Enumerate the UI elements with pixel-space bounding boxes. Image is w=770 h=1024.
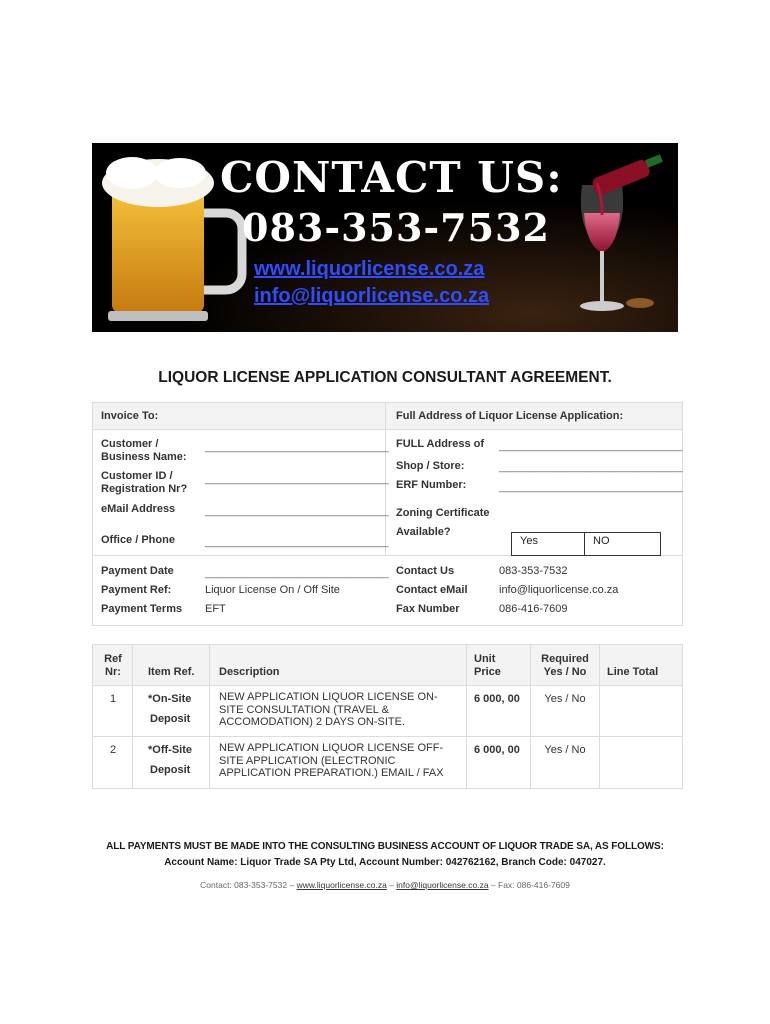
column-divider [466,645,467,788]
row-1-description: NEW APPLICATION LIQUOR LICENSE ON-SITE CONSULTATION (TRAVEL & ACCOMODATION) 2 DAYS ON-SITE. [219,691,438,728]
business-name-label: Business Name: [101,451,187,463]
contact-email-label: Contact eMail [396,584,468,596]
customer-id-label: Customer ID / [101,470,173,482]
footer-website-link[interactable]: www.liquorlicense.co.za [296,880,387,890]
footer-contact-line [0,880,770,890]
erf-number-field[interactable]: ______________________________ [499,481,683,493]
zoning-available-label: Available? [396,526,451,538]
zoning-yes-option[interactable]: Yes [520,535,538,547]
bank-account-details: Account Name: Liquor Trade SA Pty Ltd, Account Number: 042762162, Branch Code: 047027. [164,857,606,868]
row-divider [93,736,682,737]
footer-email-link[interactable]: info@liquorlicense.co.za [396,880,489,890]
unit-header: Unit [474,653,496,665]
row-2-ref: 2 [109,744,117,756]
invoice-to-heading: Invoice To: [101,410,159,422]
fax-number-label: Fax Number [396,603,460,615]
row-1-item-deposit: Deposit [150,713,191,725]
payment-date-label: Payment Date [101,565,174,577]
ref-nr-header: Nr: [105,666,121,678]
fax-number-value: 086-416-7609 [499,603,568,615]
office-phone-field[interactable]: ______________________________ [205,536,389,548]
payment-terms-label: Payment Terms [101,603,183,615]
full-address-field[interactable]: ______________________________ [499,440,683,452]
shop-store-field[interactable]: ______________________________ [499,461,683,473]
document-title: LIQUOR LICENSE APPLICATION CONSULTANT AGREEMENT. [158,369,612,386]
footer-separator: – [389,880,394,890]
line-items-table [92,644,683,789]
payment-ref-value: Liquor License On / Off Site [205,584,340,596]
banner-email-link[interactable]: info@liquorlicense.co.za [254,285,490,307]
contact-us-label: Contact Us [396,565,455,577]
required-header: Required [541,653,589,665]
office-phone-label: Office / Phone [101,534,175,546]
customer-id-field[interactable]: ______________________________ [205,473,389,485]
contact-us-value: 083-353-7532 [499,565,568,577]
row-2-item-ref: *Off-Site [148,744,192,756]
full-address-heading: Full Address of Liquor License Application: [396,410,624,422]
contact-banner [92,143,678,332]
row-1-required[interactable]: Yes / No [544,693,586,705]
footer-fax: – Fax: 086-416-7609 [490,880,570,890]
ref-header: Ref [104,653,122,665]
footer-contact-phone: Contact: 083-353-7532 – [200,880,295,890]
contact-email-value[interactable]: info@liquorlicense.co.za [499,584,619,596]
payment-notice: ALL PAYMENTS MUST BE MADE INTO THE CONSULTING BUSINESS ACCOUNT OF LIQUOR TRADE SA, AS FOLLOWS: [106,841,664,852]
erf-number-label: ERF Number: [396,479,467,491]
registration-label: Registration Nr? [101,483,188,495]
yes-no-divider [584,533,585,555]
item-ref-header: Item Ref. [148,666,195,678]
customer-label: Customer / [101,438,159,450]
payment-terms-value: EFT [205,603,226,615]
row-2-unit-price: 6 000, 00 [474,744,520,756]
row-1-item-ref: *On-Site [148,693,192,705]
column-divider [209,645,210,788]
banner-title: CONTACT US: [220,153,563,202]
banner-website-link[interactable]: www.liquorlicense.co.za [254,258,485,280]
invoice-info-table [92,402,683,626]
shop-store-label: Shop / Store: [396,460,465,472]
row-2-required[interactable]: Yes / No [544,744,586,756]
row-2-description: NEW APPLICATION LIQUOR LICENSE OFF-SITE APPLICATION (ELECTRONIC APPLICATION PREPARATION.) EMAIL / FAX [219,742,444,779]
column-divider [599,645,600,788]
payment-ref-label: Payment Ref: [101,584,172,596]
zoning-certificate-label: Zoning Certificate [396,507,490,519]
customer-name-field[interactable]: ______________________________ [205,441,389,453]
price-header: Price [474,666,501,678]
email-address-label: eMail Address [101,503,176,515]
description-header: Description [219,666,280,678]
line-total-header: Line Total [607,666,659,678]
yes-no-header: Yes / No [543,666,587,678]
row-1-unit-price: 6 000, 00 [474,693,520,705]
zoning-no-option[interactable]: NO [593,535,610,547]
email-address-field[interactable]: ______________________________ [205,505,389,517]
banner-phone: 083-353-7532 [242,205,550,250]
zoning-yes-no-box [511,532,661,556]
row-2-item-deposit: Deposit [150,764,191,776]
full-address-label: FULL Address of [396,438,485,450]
row-1-ref: 1 [109,693,117,705]
payment-date-field[interactable]: ______________________________ [205,567,389,579]
